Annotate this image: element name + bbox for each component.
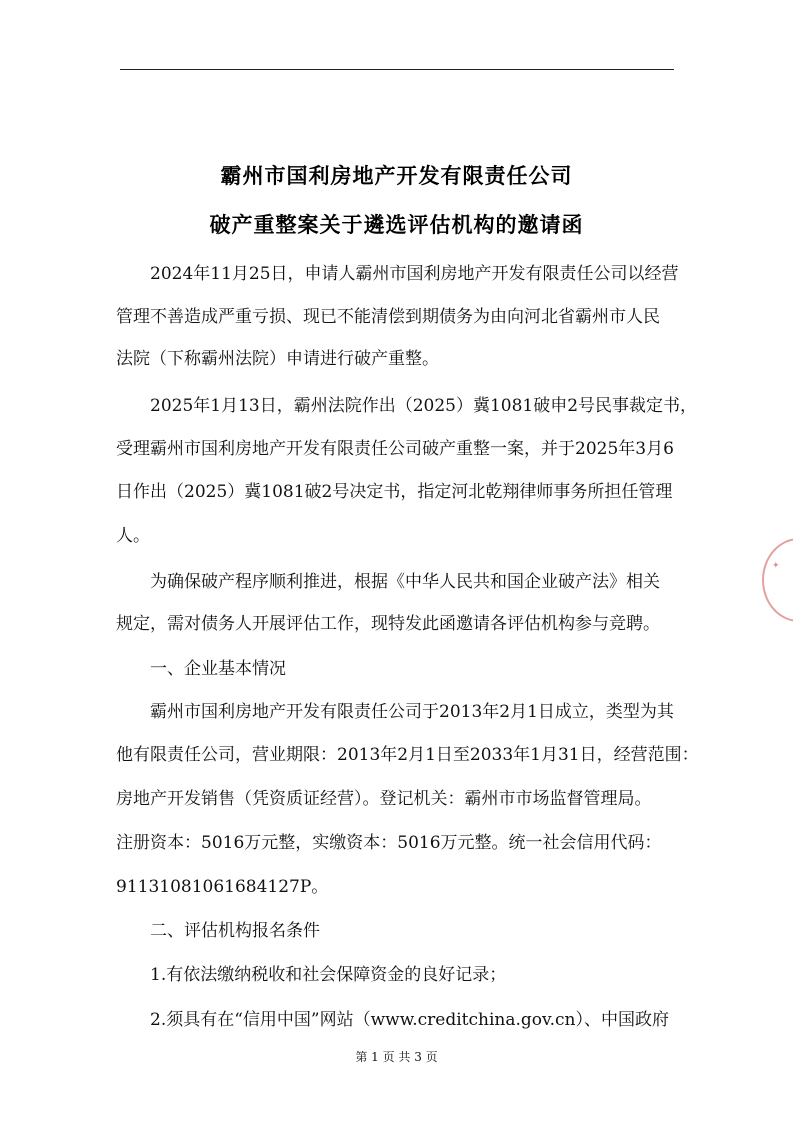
body-line: 日作出（2025）冀1081破2号决定书，指定河北乾翔律师事务所担任管理 bbox=[116, 482, 673, 502]
body-line: 人。 bbox=[116, 526, 150, 546]
document-title-line-2: 破产重整案关于遴选评估机构的邀请函 bbox=[209, 213, 584, 237]
body-line: 注册资本：5016万元整，实缴资本：5016万元整。统一社会信用代码： bbox=[116, 833, 662, 853]
section-heading: 二、评估机构报名条件 bbox=[150, 921, 320, 941]
body-line: 2024年11月25日，申请人霸州市国利房地产开发有限责任公司以经营 bbox=[150, 264, 679, 284]
document-title-line-1: 霸州市国利房地产开发有限责任公司 bbox=[220, 164, 573, 188]
body-line: 2025年1月13日，霸州法院作出（2025）冀1081破申2号民事裁定书， bbox=[150, 396, 698, 416]
body-line: 为确保破产程序顺利推进，根据《中华人民共和国企业破产法》相关 bbox=[150, 572, 660, 592]
body-line: 霸州市国利房地产开发有限责任公司于2013年2月1日成立，类型为其 bbox=[150, 702, 674, 722]
page-footer: 第 1 页 共 3 页 bbox=[355, 1050, 438, 1064]
seal-mark-icon: ✦ bbox=[772, 561, 780, 571]
body-line: 房地产开发销售（凭资质证经营）。登记机关：霸州市市场监督管理局。 bbox=[116, 789, 652, 809]
body-line: 规定，需对债务人开展评估工作，现特发此函邀请各评估机构参与竞聘。 bbox=[116, 614, 660, 634]
body-line: 1.有依法缴纳税收和社会保障资金的良好记录； bbox=[150, 965, 507, 985]
body-line: 法院（下称霸州法院）申请进行破产重整。 bbox=[116, 349, 439, 369]
section-heading: 一、企业基本情况 bbox=[150, 659, 286, 679]
body-line: 管理不善造成严重亏损、现已不能清偿到期债务为由向河北省霸州市人民 bbox=[116, 307, 660, 327]
body-line: 91131081061684127P。 bbox=[116, 877, 329, 897]
body-line: 2.须具有在“信用中国”网站（www.creditchina.gov.cn）、中国政府 bbox=[150, 1010, 669, 1030]
body-line: 他有限责任公司，营业期限：2013年2月1日至2033年1月31日，经营范围： bbox=[116, 745, 699, 765]
body-line: 受理霸州市国利房地产开发有限责任公司破产重整一案，并于2025年3月6 bbox=[116, 439, 674, 459]
header-rule bbox=[120, 69, 674, 70]
